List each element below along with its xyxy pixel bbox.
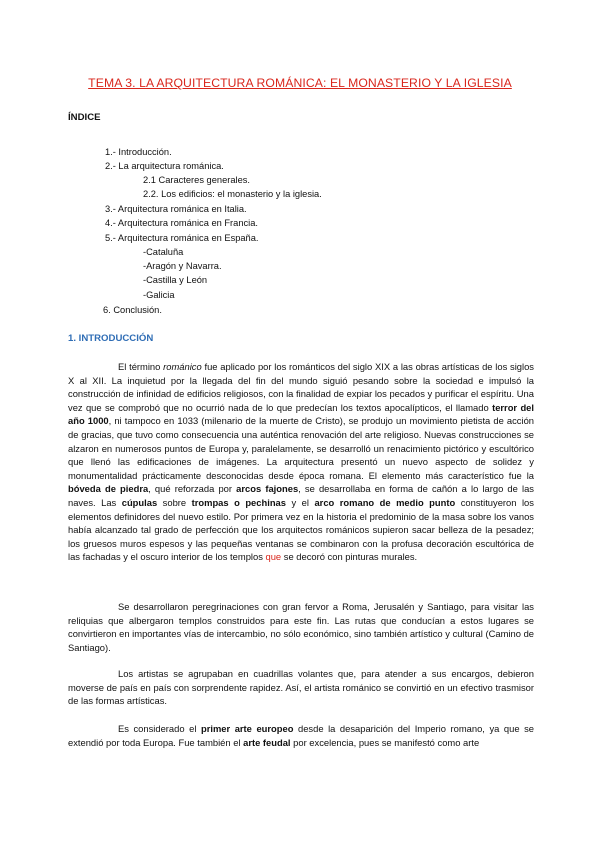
toc-item: -Castilla y León	[143, 275, 208, 285]
toc-item: 3.- Arquitectura románica en Italia.	[105, 204, 247, 214]
toc-item: 5.- Arquitectura románica en España.	[105, 233, 259, 243]
paragraph-2: Se desarrollaron peregrinaciones con gran fervor a Roma, Jerusalén y Santiago, para visitar las reliquias que albergaron templos construidos para este fin. Las rutas que conducían a estos lugares se convirtieron en importantes vías de intercambio, no sólo económico, sino también artístico y cultural (Camino de Santiago).	[68, 601, 534, 653]
paragraph-1: El término románico fue aplicado por los románticos del siglo XIX a las obras artísticas de los siglos X al XII. La inquietud por la llegada del fin del mundo siguió pesando sobre la sociedad e impulsó la construcción de infinidad de edificios religiosos, con la finalidad de expiar los pecados y purificar el espíritu. Una vez que se comprobó que no ocurrió nada de lo que predecían los textos apocalípticos, el llamado terror del año 1000, ni tampoco en 1033 (milenario de la muerte de Cristo), se produjo un movimiento pietista de acción de gracias, que tuvo como consecuencia una auténtica renovación del arte religioso. Nuevas construcciones se alzaron en numerosos puntos de Europa y, paralelamente, se desarrolló un renacimiento pictórico y escultórico que llenó las edificaciones de imágenes. La arquitectura presentó un nuevo aspecto de solidez y monumentalidad prácticamente desconocidas desde época romana. El elemento más característico fue la bóveda de piedra, qué reforzada por arcos fajones, se desarrollaba en forma de cañón a lo largo de las naves. Las cúpulas sobre trompas o pechinas y el arco romano de medio punto constituyeron los elementos definidores del nuevo estilo. Por primera vez en la historia el predominio de la masa sobre los vanos había alcanzado tal grado de perfección que los arquitectos románicos supieron sacar belleza de la pesadez; los gruesos muros espesos y las pequeñas ventanas se combinaron con la profusa decoración escultórica de las fachadas y el oscuro interior de los templos que se decoró con pinturas murales.	[68, 361, 534, 563]
section-heading-introduccion: 1. INTRODUCCIÓN	[68, 333, 154, 344]
index-heading: ÍNDICE	[68, 112, 101, 123]
toc-item: 1.- Introducción.	[105, 147, 172, 157]
document-title: TEMA 3. LA ARQUITECTURA ROMÁNICA: EL MONASTERIO Y LA IGLESIA	[88, 76, 512, 90]
paragraph-4: Es considerado el primer arte europeo desde la desaparición del Imperio romano, ya que se extendió por toda Europa. Fue también el arte feudal por excelencia, pues se manifestó como arte	[68, 723, 534, 748]
toc-item: 6. Conclusión.	[103, 305, 162, 315]
toc-item: 4.- Arquitectura románica en Francia.	[105, 218, 258, 228]
toc-item: 2.1 Caracteres generales.	[143, 175, 250, 185]
paragraph-3: Los artistas se agrupaban en cuadrillas volantes que, para atender a sus encargos, debieron moverse de país en país con sorprendente rapidez. Así, el artista románico se convirtió en un efectivo trasmisor de las formas artísticas.	[68, 668, 534, 707]
toc-item: 2.2. Los edificios: el monasterio y la iglesia.	[143, 189, 322, 199]
toc-item: 2.- La arquitectura románica.	[105, 161, 224, 171]
toc-item: -Galicia	[143, 290, 175, 300]
toc-item: -Cataluña	[143, 247, 184, 257]
toc-item: -Aragón y Navarra.	[143, 261, 222, 271]
